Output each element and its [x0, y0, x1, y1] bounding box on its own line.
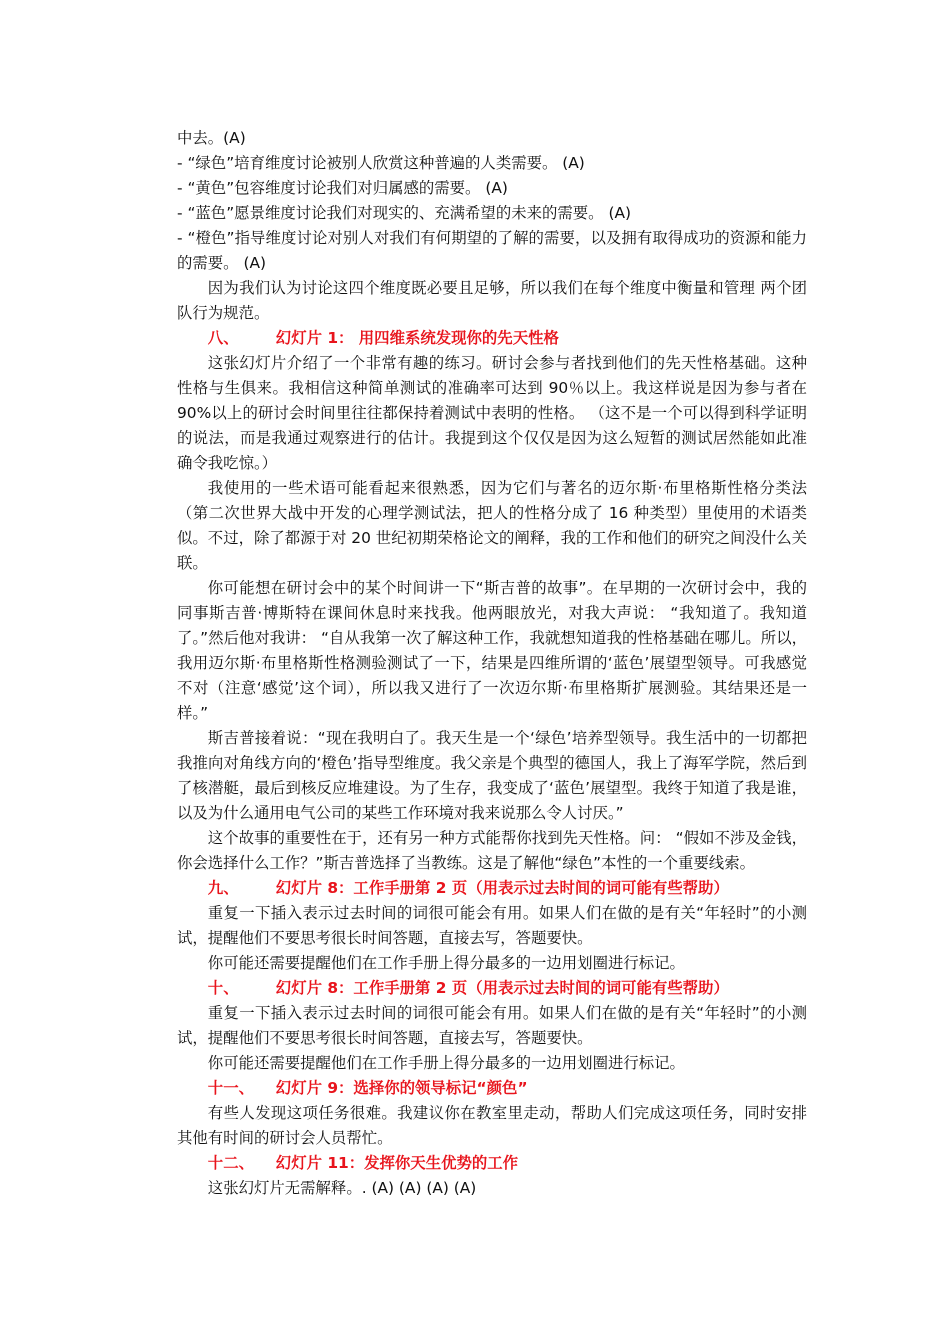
paragraph: 斯吉普接着说：“现在我明白了。我天生是一个‘绿色’培养型领导。我生活中的一切都把我推向对角线方向的‘橙色’指导型维度。我父亲是个典型的德国人，我上了海军学院，然后到了核潜艇，最后到核反应堆建设。为了生存，我变成了‘蓝色’展望型。我终于知道了我是谁，以及为什么通用电气公司的某些工作环境对我来说那么令人讨厌。”	[177, 729, 807, 822]
paragraph: 有些人发现这项任务很难。我建议你在教室里走动，帮助人们完成这项任务，同时安排其他有时间的研讨会人员帮忙。	[177, 1104, 807, 1147]
section-number: 八、	[207, 329, 239, 347]
list-item-blue: - “蓝色”愿景维度讨论我们对现实的、充满希望的未来的需要。 (A)	[177, 204, 631, 222]
paragraph: 重复一下插入表示过去时间的词很可能会有用。如果人们在做的是有关“年轻时”的小测试，提醒他们不要思考很长时间答题，直接去写，答题要快。	[177, 1004, 807, 1047]
document-page	[177, 126, 807, 1201]
paragraph-continuation: 中去。(A)	[177, 129, 246, 147]
section-number: 九、	[207, 879, 239, 897]
section-title: 幻灯片 8：工作手册第 2 页（用表示过去时间的词可能有些帮助）	[275, 979, 729, 997]
paragraph: 你可能还需要提醒他们在工作手册上得分最多的一边用划圈进行标记。	[207, 1054, 685, 1072]
section-title: 幻灯片 11：发挥你天生优势的工作	[275, 1154, 519, 1172]
section-heading-8	[177, 326, 807, 351]
section-heading-12	[177, 1151, 807, 1176]
paragraph: 这个故事的重要性在于，还有另一种方式能帮你找到先天性格。问： “假如不涉及金钱，你会选择什么工作？”斯吉普选择了当教练。这是了解他“绿色”本性的一个重要线索。	[177, 829, 807, 872]
section-heading-9	[177, 876, 807, 901]
paragraph: 我使用的一些术语可能看起来很熟悉，因为它们与著名的迈尔斯·布里格斯性格分类法（第二次世界大战中开发的心理学测试法，把人的性格分成了 16 种类型）里使用的术语类似。不过，除了都源于对 20 世纪初期荣格论文的阐释，我的工作和他们的研究之间没什么关联。	[177, 479, 807, 572]
list-item-green: - “绿色”培育维度讨论被别人欣赏这种普遍的人类需要。 (A)	[177, 154, 585, 172]
section-number: 十二、	[207, 1154, 254, 1172]
section-title: 幻灯片 8：工作手册第 2 页（用表示过去时间的词可能有些帮助）	[275, 879, 729, 897]
section-heading-10	[177, 976, 807, 1001]
section-title: 幻灯片 1： 用四维系统发现你的先天性格	[275, 329, 559, 347]
section-heading-11	[177, 1076, 807, 1101]
paragraph: 因为我们认为讨论这四个维度既必要且足够，所以我们在每个维度中衡量和管理 两个团队行为规范。	[177, 279, 807, 322]
paragraph: 你可能还需要提醒他们在工作手册上得分最多的一边用划圈进行标记。	[207, 954, 685, 972]
paragraph: 你可能想在研讨会中的某个时间讲一下“斯吉普的故事”。在早期的一次研讨会中，我的同事斯吉普·博斯特在课间休息时来找我。他两眼放光，对我大声说： “我知道了。我知道了。”然后他对我讲： “自从我第一次了解这种工作，我就想知道我的性格基础在哪儿。所以，我用迈尔斯·布里格斯性格测验测试了一下，结果是四维所谓的‘蓝色’展望型领导。可我感觉不对（注意‘感觉’这个词），所以我又进行了一次迈尔斯·布里格斯扩展测验。其结果还是一样。”	[177, 579, 807, 722]
paragraph: 这张幻灯片介绍了一个非常有趣的练习。研讨会参与者找到他们的先天性格基础。这种性格与生俱来。我相信这种简单测试的准确率可达到 90％以上。我这样说是因为参与者在 90%以上的研讨会时间里往往都保持着测试中表明的性格。 （这不是一个可以得到科学证明的说法，而是我通过观察进行的估计。我提到这个仅仅是因为这么短暂的测试居然能如此准确令我吃惊。）	[177, 354, 807, 472]
paragraph: 重复一下插入表示过去时间的词很可能会有用。如果人们在做的是有关“年轻时”的小测试，提醒他们不要思考很长时间答题，直接去写，答题要快。	[177, 904, 807, 947]
list-item-orange: - “橙色”指导维度讨论对别人对我们有何期望的了解的需要，以及拥有取得成功的资源和能力的需要。 (A)	[177, 229, 807, 272]
section-number: 十、	[207, 979, 239, 997]
section-title: 幻灯片 9：选择你的领导标记“颜色”	[275, 1079, 528, 1097]
section-number: 十一、	[207, 1079, 254, 1097]
list-item-yellow: - “黄色”包容维度讨论我们对归属感的需要。 (A)	[177, 179, 508, 197]
paragraph: 这张幻灯片无需解释。. (A) (A) (A) (A)	[207, 1179, 477, 1197]
